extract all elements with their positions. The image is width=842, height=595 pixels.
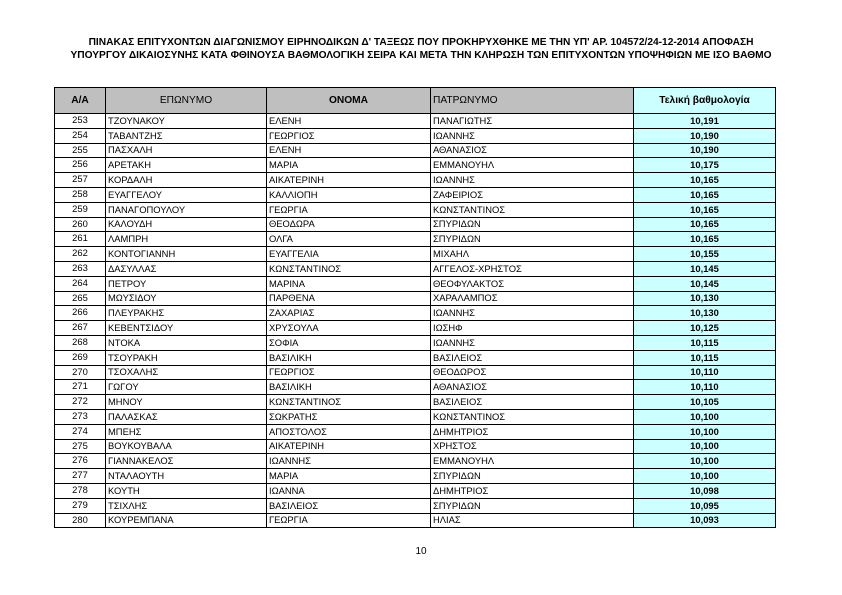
header-aa: Α/Α: [55, 88, 106, 114]
cell-patronymic: ΒΑΣΙΛΕΙΟΣ: [431, 350, 634, 365]
cell-aa: 279: [55, 498, 106, 513]
table-row: [55, 217, 776, 232]
cell-score: 10,145: [634, 261, 776, 276]
cell-name: ΓΕΩΡΓΙΟΣ: [267, 128, 431, 143]
cell-surname: ΓΩΓΟΥ: [106, 380, 267, 395]
cell-patronymic: ΣΠΥΡΙΔΩΝ: [431, 469, 634, 484]
cell-patronymic: ΙΩΑΝΝΗΣ: [431, 306, 634, 321]
cell-name: ΣΩΚΡΑΤΗΣ: [267, 409, 431, 424]
cell-score: 10,115: [634, 350, 776, 365]
cell-patronymic: ΣΠΥΡΙΔΩΝ: [431, 498, 634, 513]
cell-patronymic: ΚΩΝΣΤΑΝΤΙΝΟΣ: [431, 202, 634, 217]
cell-score: 10,191: [634, 114, 776, 129]
cell-name: ΕΛΕΝΗ: [267, 143, 431, 158]
table-row: [55, 202, 776, 217]
cell-patronymic: ΑΘΑΝΑΣΙΟΣ: [431, 380, 634, 395]
table-row: [55, 335, 776, 350]
cell-aa: 276: [55, 454, 106, 469]
table-row: [55, 261, 776, 276]
cell-score: 10,125: [634, 321, 776, 336]
cell-patronymic: ΙΩΑΝΝΗΣ: [431, 173, 634, 188]
cell-score: 10,175: [634, 158, 776, 173]
table-row: [55, 128, 776, 143]
cell-name: ΠΑΡΘΕΝΑ: [267, 291, 431, 306]
cell-name: ΑΙΚΑΤΕΡΙΝΗ: [267, 439, 431, 454]
table-row: [55, 306, 776, 321]
cell-patronymic: ΔΗΜΗΤΡΙΟΣ: [431, 483, 634, 498]
cell-surname: ΛΑΜΠΡΗ: [106, 232, 267, 247]
cell-aa: 253: [55, 114, 106, 129]
cell-aa: 262: [55, 247, 106, 262]
cell-aa: 254: [55, 128, 106, 143]
cell-surname: ΤΣΟΥΡΑΚΗ: [106, 350, 267, 365]
cell-score: 10,190: [634, 143, 776, 158]
cell-surname: ΜΠΕΗΣ: [106, 424, 267, 439]
cell-score: 10,165: [634, 187, 776, 202]
cell-aa: 271: [55, 380, 106, 395]
cell-surname: ΓΙΑΝΝΑΚΕΛΟΣ: [106, 454, 267, 469]
cell-patronymic: ΖΑΦΕΙΡΙΟΣ: [431, 187, 634, 202]
cell-name: ΜΑΡΙΑ: [267, 158, 431, 173]
cell-name: ΜΑΡΙΑ: [267, 469, 431, 484]
cell-surname: ΚΕΒΕΝΤΣΙΔΟΥ: [106, 321, 267, 336]
cell-name: ΚΑΛΛΙΟΠΗ: [267, 187, 431, 202]
cell-name: ΚΩΝΣΤΑΝΤΙΝΟΣ: [267, 395, 431, 410]
cell-surname: ΝΤΑΛΑΟΥΤΗ: [106, 469, 267, 484]
cell-surname: ΑΡΕΤΑΚΗ: [106, 158, 267, 173]
cell-patronymic: ΘΕΟΔΩΡΟΣ: [431, 365, 634, 380]
cell-name: ΓΕΩΡΓΙΟΣ: [267, 365, 431, 380]
table-row: [55, 276, 776, 291]
table-row: [55, 395, 776, 410]
header-name: ΟΝΟΜΑ: [267, 88, 431, 114]
table-row: [55, 114, 776, 129]
cell-aa: 273: [55, 409, 106, 424]
cell-score: 10,100: [634, 424, 776, 439]
cell-name: ΧΡΥΣΟΥΛΑ: [267, 321, 431, 336]
cell-aa: 272: [55, 395, 106, 410]
cell-score: 10,110: [634, 365, 776, 380]
cell-surname: ΚΟΥΤΗ: [106, 483, 267, 498]
cell-patronymic: ΚΩΝΣΤΑΝΤΙΝΟΣ: [431, 409, 634, 424]
table-row: [55, 291, 776, 306]
cell-patronymic: ΕΜΜΑΝΟΥΗΛ: [431, 158, 634, 173]
table-row: [55, 483, 776, 498]
cell-patronymic: ΙΩΑΝΝΗΣ: [431, 335, 634, 350]
document-title-line-1: ΠΙΝΑΚΑΣ ΕΠΙΤΥΧΟΝΤΩΝ ΔΙΑΓΩΝΙΣΜΟΥ ΕΙΡΗΝΟΔΙΚΩΝ Δ' ΤΑΞΕΩΣ ΠΟΥ ΠΡΟΚΗΡΥΧΘΗΚΕ ΜΕ ΤΗΝ ΥΠ' ΑΡ. 104572/24-12-2014 ΑΠΟΦΑΣΗ: [88, 37, 754, 48]
table-row: [55, 380, 776, 395]
header-patronymic: ΠΑΤΡΩΝΥΜΟ: [431, 88, 634, 114]
cell-name: ΙΩΑΝΝΑ: [267, 483, 431, 498]
cell-surname: ΤΑΒΑΝΤΖΗΣ: [106, 128, 267, 143]
cell-aa: 263: [55, 261, 106, 276]
cell-score: 10,100: [634, 439, 776, 454]
cell-patronymic: ΣΠΥΡΙΔΩΝ: [431, 217, 634, 232]
cell-aa: 268: [55, 335, 106, 350]
table-row: [55, 498, 776, 513]
cell-surname: ΚΑΛΟΥΔΗ: [106, 217, 267, 232]
cell-score: 10,093: [634, 513, 776, 528]
cell-patronymic: ΑΓΓΕΛΟΣ-ΧΡΗΣΤΟΣ: [431, 261, 634, 276]
cell-surname: ΠΑΣΧΑΛΗ: [106, 143, 267, 158]
cell-aa: 256: [55, 158, 106, 173]
table-row: [55, 469, 776, 484]
cell-score: 10,130: [634, 306, 776, 321]
cell-patronymic: ΑΘΑΝΑΣΙΟΣ: [431, 143, 634, 158]
cell-score: 10,130: [634, 291, 776, 306]
cell-name: ΑΙΚΑΤΕΡΙΝΗ: [267, 173, 431, 188]
cell-patronymic: ΔΗΜΗΤΡΙΟΣ: [431, 424, 634, 439]
cell-score: 10,100: [634, 469, 776, 484]
cell-name: ΓΕΩΡΓΙΑ: [267, 202, 431, 217]
cell-aa: 259: [55, 202, 106, 217]
cell-surname: ΤΖΟΥΝΑΚΟΥ: [106, 114, 267, 129]
document-title-line-2: ΥΠΟΥΡΓΟΥ ΔΙΚΑΙΟΣΥΝΗΣ ΚΑΤΑ ΦΘΙΝΟΥΣΑ ΒΑΘΜΟΛΟΓΙΚΗ ΣΕΙΡΑ ΚΑΙ ΜΕΤΑ ΤΗΝ ΚΛΗΡΩΣΗ ΤΩΝ ΕΠΙΤΥΧΟΝΤΩΝ ΥΠΟΨΗΦΙΩΝ ΜΕ ΙΣΟ ΒΑΘΜΟ: [70, 50, 772, 61]
cell-aa: 275: [55, 439, 106, 454]
header-score: Τελική βαθμολογία: [634, 88, 776, 114]
table-body: [55, 114, 776, 528]
cell-score: 10,165: [634, 202, 776, 217]
cell-aa: 277: [55, 469, 106, 484]
cell-score: 10,098: [634, 483, 776, 498]
cell-surname: ΜΩΥΣΙΔΟΥ: [106, 291, 267, 306]
cell-aa: 265: [55, 291, 106, 306]
table-row: [55, 247, 776, 262]
cell-patronymic: ΕΜΜΑΝΟΥΗΛ: [431, 454, 634, 469]
cell-aa: 266: [55, 306, 106, 321]
cell-aa: 269: [55, 350, 106, 365]
cell-aa: 260: [55, 217, 106, 232]
cell-aa: 267: [55, 321, 106, 336]
table-row: [55, 424, 776, 439]
table-row: [55, 454, 776, 469]
cell-patronymic: ΠΑΝΑΓΙΩΤΗΣ: [431, 114, 634, 129]
cell-score: 10,095: [634, 498, 776, 513]
cell-aa: 258: [55, 187, 106, 202]
cell-name: ΑΠΟΣΤΟΛΟΣ: [267, 424, 431, 439]
cell-score: 10,115: [634, 335, 776, 350]
table-header: [55, 88, 776, 114]
cell-patronymic: ΧΡΗΣΤΟΣ: [431, 439, 634, 454]
cell-score: 10,100: [634, 454, 776, 469]
cell-aa: 274: [55, 424, 106, 439]
cell-score: 10,105: [634, 395, 776, 410]
cell-name: ΕΥΑΓΓΕΛΙΑ: [267, 247, 431, 262]
results-table: [54, 87, 776, 528]
cell-aa: 261: [55, 232, 106, 247]
cell-surname: ΔΑΣΥΛΛΑΣ: [106, 261, 267, 276]
cell-patronymic: ΣΠΥΡΙΔΩΝ: [431, 232, 634, 247]
cell-name: ΜΑΡΙΝΑ: [267, 276, 431, 291]
table-row: [55, 232, 776, 247]
cell-score: 10,155: [634, 247, 776, 262]
table-row: [55, 158, 776, 173]
cell-score: 10,165: [634, 232, 776, 247]
cell-patronymic: ΗΛΙΑΣ: [431, 513, 634, 528]
cell-aa: 255: [55, 143, 106, 158]
cell-patronymic: ΧΑΡΑΛΑΜΠΟΣ: [431, 291, 634, 306]
cell-name: ΕΛΕΝΗ: [267, 114, 431, 129]
cell-name: ΙΩΑΝΝΗΣ: [267, 454, 431, 469]
cell-score: 10,145: [634, 276, 776, 291]
cell-surname: ΜΗΝΟΥ: [106, 395, 267, 410]
table-row: [55, 187, 776, 202]
cell-surname: ΠΑΛΑΣΚΑΣ: [106, 409, 267, 424]
cell-name: ΒΑΣΙΛΙΚΗ: [267, 380, 431, 395]
cell-surname: ΠΑΝΑΓΟΠΟΥΛΟΥ: [106, 202, 267, 217]
cell-name: ΘΕΟΔΩΡΑ: [267, 217, 431, 232]
table-row: [55, 143, 776, 158]
cell-score: 10,190: [634, 128, 776, 143]
table-row: [55, 350, 776, 365]
table-row: [55, 173, 776, 188]
page-number: 10: [415, 546, 427, 557]
cell-name: ΖΑΧΑΡΙΑΣ: [267, 306, 431, 321]
cell-score: 10,110: [634, 380, 776, 395]
cell-name: ΒΑΣΙΛΙΚΗ: [267, 350, 431, 365]
cell-patronymic: ΙΩΑΝΝΗΣ: [431, 128, 634, 143]
cell-surname: ΤΣΙΧΛΗΣ: [106, 498, 267, 513]
cell-surname: ΚΟΡΔΑΛΗ: [106, 173, 267, 188]
cell-aa: 257: [55, 173, 106, 188]
table-row: [55, 513, 776, 528]
cell-score: 10,100: [634, 409, 776, 424]
cell-surname: ΚΟΝΤΟΓΙΑΝΝΗ: [106, 247, 267, 262]
cell-patronymic: ΒΑΣΙΛΕΙΟΣ: [431, 395, 634, 410]
cell-aa: 270: [55, 365, 106, 380]
cell-score: 10,165: [634, 173, 776, 188]
cell-patronymic: ΘΕΟΦΥΛΑΚΤΟΣ: [431, 276, 634, 291]
cell-aa: 264: [55, 276, 106, 291]
cell-patronymic: ΙΩΣΗΦ: [431, 321, 634, 336]
cell-name: ΒΑΣΙΛΕΙΟΣ: [267, 498, 431, 513]
cell-surname: ΝΤΟΚΑ: [106, 335, 267, 350]
cell-surname: ΤΣΟΧΑΛΗΣ: [106, 365, 267, 380]
cell-aa: 280: [55, 513, 106, 528]
header-surname: ΕΠΩΝΥΜΟ: [106, 88, 267, 114]
cell-surname: ΠΕΤΡΟΥ: [106, 276, 267, 291]
cell-name: ΓΕΩΡΓΙΑ: [267, 513, 431, 528]
table-row: [55, 365, 776, 380]
cell-surname: ΠΛΕΥΡΑΚΗΣ: [106, 306, 267, 321]
cell-surname: ΒΟΥΚΟΥΒΑΛΑ: [106, 439, 267, 454]
cell-name: ΚΩΝΣΤΑΝΤΙΝΟΣ: [267, 261, 431, 276]
cell-surname: ΕΥΑΓΓΕΛΟΥ: [106, 187, 267, 202]
header-row: [55, 88, 776, 114]
table-row: [55, 409, 776, 424]
table-row: [55, 439, 776, 454]
cell-name: ΣΟΦΙΑ: [267, 335, 431, 350]
table-row: [55, 321, 776, 336]
cell-score: 10,165: [634, 217, 776, 232]
cell-surname: ΚΟΥΡΕΜΠΑΝΑ: [106, 513, 267, 528]
cell-patronymic: ΜΙΧΑΗΛ: [431, 247, 634, 262]
cell-name: ΟΛΓΑ: [267, 232, 431, 247]
cell-aa: 278: [55, 483, 106, 498]
